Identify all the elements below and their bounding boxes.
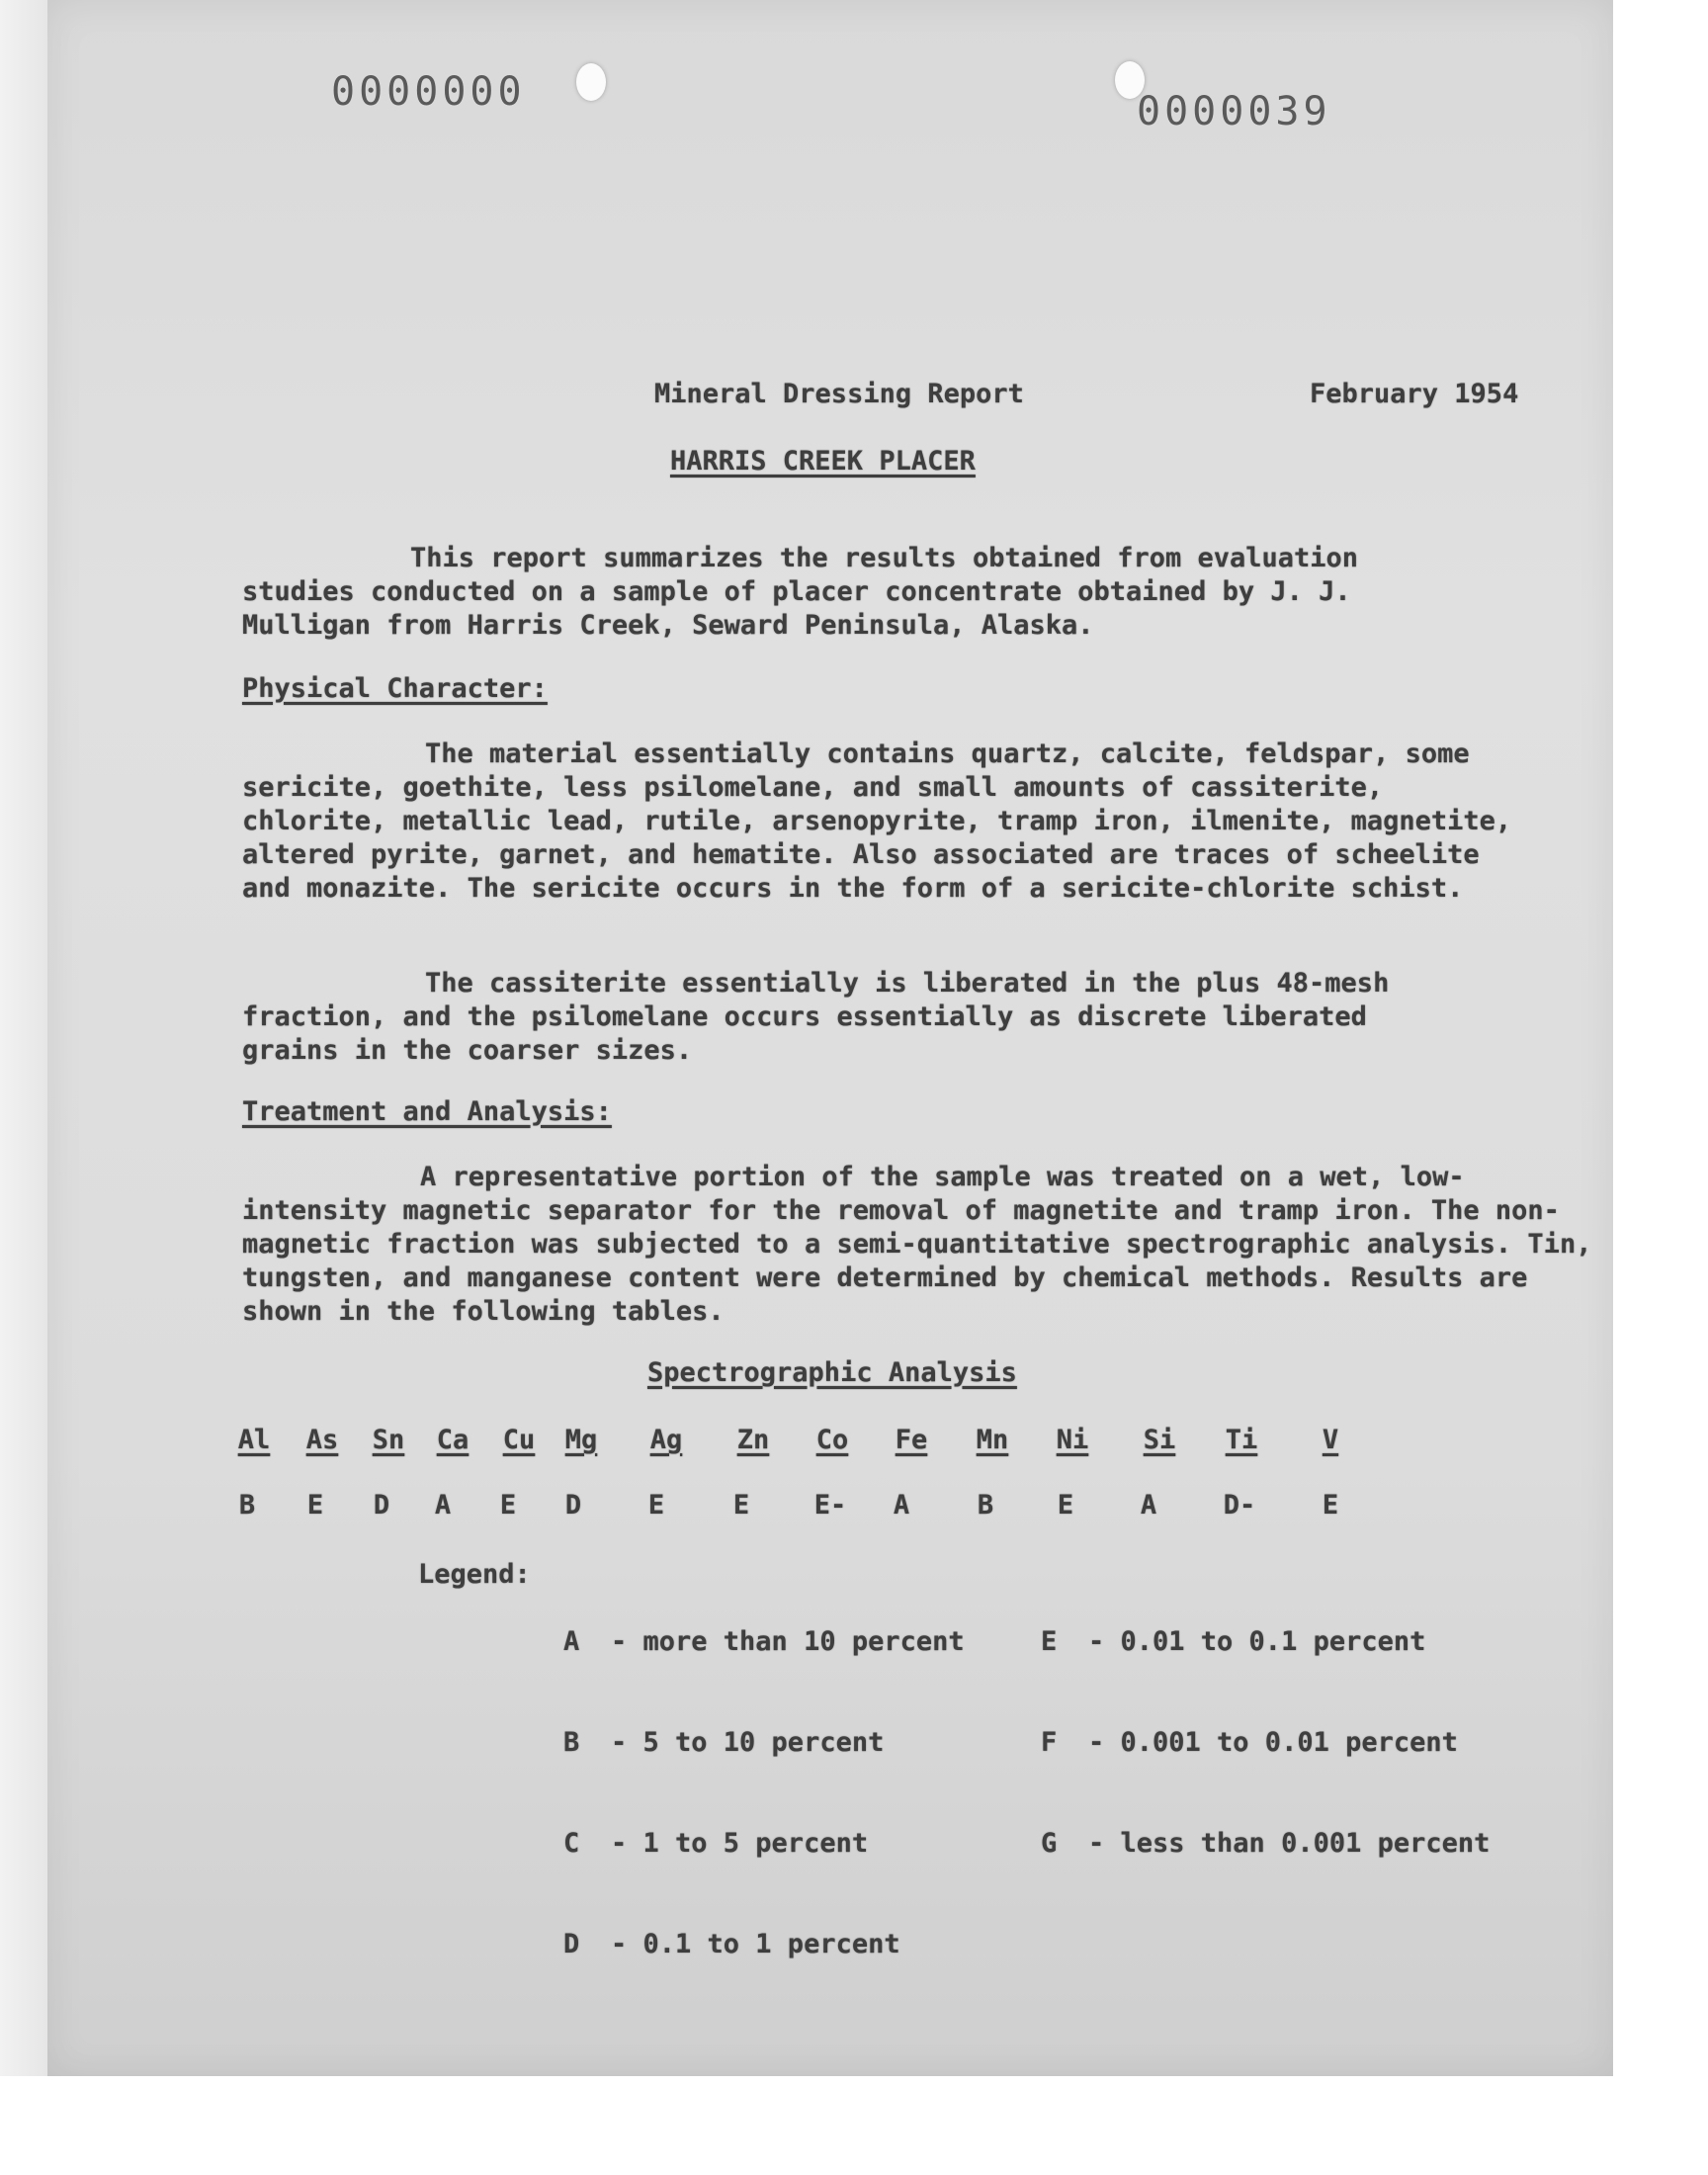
- grade-value: E: [306, 1490, 324, 1521]
- legend-code: B: [563, 1727, 580, 1758]
- section-heading-treatment: Treatment and Analysis:: [242, 1096, 612, 1127]
- spectro-heading: Spectrographic Analysis: [647, 1357, 1017, 1388]
- element-symbol: Ni: [1056, 1425, 1089, 1455]
- element-symbol: Al: [237, 1425, 271, 1455]
- intro-paragraph: This report summarizes the results obtained from evaluation studies conducted on a sample of placer concentrate obtained by J. J. Mulligan from Harris Creek, Seward Peninsula, Alaska.: [242, 543, 1359, 641]
- grade-value: D-: [1223, 1490, 1256, 1521]
- legend-descs-left: [611, 1558, 965, 1995]
- legend-code: G: [1041, 1828, 1058, 1859]
- legend-descs-right: [1088, 1558, 1490, 1894]
- grade-value: A: [1140, 1490, 1157, 1521]
- grade-value: E: [732, 1490, 750, 1521]
- grade-value: E: [647, 1490, 665, 1521]
- grade-value: B: [977, 1490, 994, 1521]
- element-symbol: Ti: [1225, 1425, 1258, 1455]
- grade-value: E: [1057, 1490, 1074, 1521]
- grade-row: [0, 1489, 1708, 1528]
- legend-code: D: [563, 1929, 580, 1959]
- element-symbol: Cu: [502, 1425, 536, 1455]
- grade-value: E-: [813, 1490, 847, 1521]
- element-row: [0, 1424, 1708, 1463]
- report-date: February 1954: [1310, 379, 1519, 409]
- stamp-number-right: 0000039: [1137, 89, 1331, 134]
- grade-value: E: [1322, 1490, 1339, 1521]
- legend-desc: - 5 to 10 percent: [611, 1727, 885, 1758]
- legend-code: F: [1041, 1727, 1058, 1758]
- grade-value: D: [373, 1490, 390, 1521]
- element-symbol: Zn: [736, 1425, 770, 1455]
- legend-desc: - 0.001 to 0.01 percent: [1088, 1727, 1458, 1758]
- stamp-number-left: 0000000: [331, 69, 526, 115]
- legend-desc: - 0.01 to 0.1 percent: [1088, 1626, 1426, 1657]
- element-symbol: Mn: [976, 1425, 1009, 1455]
- legend-desc: - 0.1 to 1 percent: [611, 1929, 900, 1959]
- legend-desc: - 1 to 5 percent: [611, 1828, 869, 1859]
- legend-desc: - less than 0.001 percent: [1088, 1828, 1491, 1859]
- element-symbol: Ag: [649, 1425, 683, 1455]
- element-symbol: Co: [815, 1425, 849, 1455]
- grade-value: E: [499, 1490, 517, 1521]
- legend-code: C: [563, 1828, 580, 1859]
- grade-value: A: [893, 1490, 910, 1521]
- element-symbol: Ca: [436, 1425, 470, 1455]
- report-type: Mineral Dressing Report: [654, 379, 1024, 409]
- physical-paragraph-2: The cassiterite essentially is liberated in the plus 48-mesh fraction, and the psilomelane occurs essentially as discrete liberated grains in the coarser sizes.: [242, 968, 1390, 1066]
- grade-value: A: [434, 1490, 452, 1521]
- element-symbol: Fe: [895, 1425, 928, 1455]
- page-title: HARRIS CREEK PLACER: [670, 446, 976, 477]
- legend-desc: - more than 10 percent: [611, 1626, 965, 1657]
- physical-paragraph-1: The material essentially contains quartz, calcite, feldspar, some sericite, goethite, less psilomelane, and small amounts of cassiterite, chlorite, metallic lead, rutile, arsenopyrite, tramp iron, ilmenite, magnetite, altered pyrite, garnet, and hematite. Also associated are traces of scheelite and monazite. The sericite occurs in the form of a sericite-chlorite schist.: [242, 739, 1512, 904]
- legend-label: Legend:: [418, 1559, 531, 1590]
- treatment-paragraph: A representative portion of the sample was treated on a wet, low-intensity magnetic separator for the removal of magnetite and tramp iron. The non-magnetic fraction was subjected to a semi-quantitative spectrographic analysis. Tin, tungsten, and manganese content were determined by chemical methods. Results are shown in the following tables.: [242, 1162, 1592, 1327]
- section-heading-physical: Physical Character:: [242, 673, 548, 704]
- legend-codes-right: [1041, 1558, 1073, 1894]
- legend-code: E: [1041, 1626, 1058, 1657]
- grade-value: D: [564, 1490, 582, 1521]
- element-symbol: As: [305, 1425, 339, 1455]
- legend-code: A: [563, 1626, 580, 1657]
- grade-value: B: [238, 1490, 256, 1521]
- legend-codes-left: [563, 1558, 596, 1995]
- element-symbol: Mg: [564, 1425, 598, 1455]
- punch-hole: [576, 63, 606, 101]
- element-symbol: Sn: [372, 1425, 405, 1455]
- element-symbol: Si: [1143, 1425, 1176, 1455]
- element-symbol: V: [1322, 1425, 1339, 1455]
